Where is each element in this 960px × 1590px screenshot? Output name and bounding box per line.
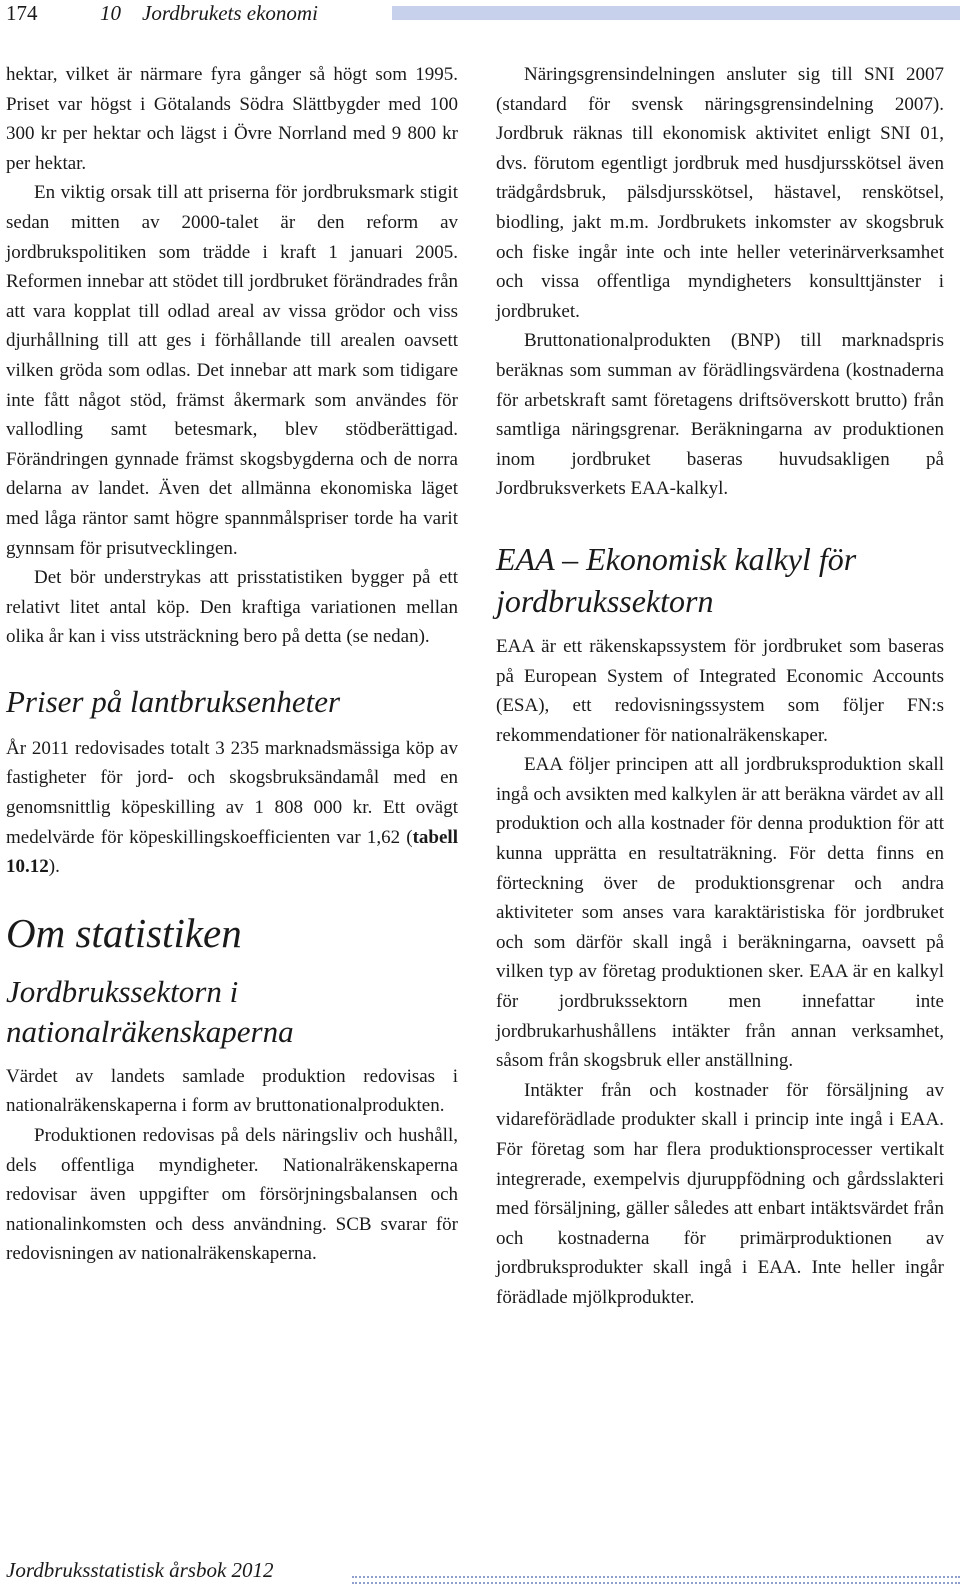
paragraph: EAA följer principen att all jordbruksproduktion skall ingå och avsikten med kalkylen är att beräkna värdet av all produktion och alla kostnader för denna produktion för att kunna upprätta en resultaträkning. För detta finns en förteckning över de produktionsgrenar och andra aktiviteter som anses vara karaktäristiska för jordbruket och som därför skall ingå i beräkningarna, oavsett på vilken typ av företag produktionen sker. EAA är en kalkyl för jordbrukssektorn men innefattar inte jordbrukarhushållens intäkter från annan verksamhet, såsom från skogsbruk eller anställning. — [496, 754, 944, 1072]
section-heading: Jordbrukssektorn i nationalräkenskaperna — [6, 973, 294, 1049]
header-rule — [392, 6, 960, 20]
left-column — [6, 60, 458, 1269]
paragraph: Bruttonationalprodukten (BNP) till marknadspris beräknas som summan av förädlingsvärdena (kostnaderna för arbetskraft samt företagens driftsöverskott brutto) från samtliga näringsgrenar. Beräkningarna av produktionen inom jordbruket baseras huvudsakligen på Jordbruksverkets EAA-kalkyl. — [496, 330, 944, 500]
footer-rule — [352, 1576, 960, 1584]
paragraph — [6, 734, 458, 882]
paragraph: hektar, vilket är närmare fyra gånger så högt som 1995. Priset var högst i Götalands Södra Slättbygder med 100 300 kr per hektar och lägst i Övre Norrland med 9 800 kr per hektar. — [6, 64, 458, 174]
chapter-heading: Om statistiken — [6, 909, 242, 956]
section-heading: EAA – Ekonomisk kalkyl för jordbrukssektorn — [496, 540, 857, 619]
paragraph: Värdet av landets samlade produktion redovisas i nationalräkenskaperna i form av bruttonationalprodukten. — [6, 1065, 458, 1117]
paragraph: Intäkter från och kostnader för försäljning av vidareförädlade produkter skall i princip inte ingå i EAA. För företag som har flera produktionsprocesser vertikalt integrerade, exempelvis djuruppfödning och gårdsslakteri med försäljning, gäller således att enbart intäktsvärdet från och kostnaderna för primärproduktionen av jordbruksprodukter skall ingå i EAA. Inte heller ingår förädlade mjölkprodukter. — [496, 1079, 944, 1308]
footer-title: Jordbruksstatistisk årsbok 2012 — [6, 1558, 274, 1582]
paragraph: Näringsgrensindelningen ansluter sig till SNI 2007 (standard för svensk näringsgrensindelning 2007). Jordbruk räknas till ekonomisk aktivitet enligt SNI 01, dvs. förutom egentligt jordbruk med husdjursskötsel även trädgårdsbruk, pälsdjursskötsel, hästavel, renskötsel, biodling, jakt m.m. Jordbrukets inkomster av skogsbruk och fiske ingår inte och inte heller veterinärverksamhet och vissa offentliga myndigheters konsulttjänster i jordbruket. — [496, 64, 944, 322]
paragraph: En viktig orsak till att priserna för jordbruksmark stigit sedan mitten av 2000-talet är den reform av jordbrukspolitiken som trädde i kraft 1 januari 2005. Reformen innebar att stödet till jordbruket förändrades från att vara kopplat till odlad areal av vissa grödor och viss djurhållning till att ges i förhållande till arealen oavsett vilken gröda som odlas. Det innebar att mark som tidigare inte fått något stöd, främst åkermark som användes för vallodling samt betesmark, blev stödberättigad. Förändringen gynnade främst skogsbygderna och de norra delarna av landet. Även det allmänna ekonomiska läget med låga räntor samt högre spannmålspriser torde ha varit gynnsam för prisutvecklingen. — [6, 182, 458, 559]
paragraph-text: ). — [48, 856, 60, 878]
running-head: 10 Jordbrukets ekonomi — [100, 1, 318, 25]
page-number: 174 — [6, 1, 38, 25]
paragraph: EAA är ett räkenskapssystem för jordbruket som baseras på European System of Integrated Economic Accounts (ESA), ett redovisningssystem som följer FN:s rekommendationer för nationalräkenskaper. — [496, 635, 944, 746]
paragraph: Det bör understrykas att prisstatistiken bygger på ett relativt litet antal köp. Den kraftiga variationen mellan olika år kan i viss utsträckning bero på detta (se nedan). — [6, 567, 458, 648]
section-heading: Priser på lantbruksenheter — [6, 683, 341, 719]
table-reference: tabell 10.12 — [6, 826, 458, 878]
page-header — [0, 0, 960, 26]
paragraph-text: År 2011 redovisades totalt 3 235 marknadsmässiga köp av fastigheter för jord- och skogsbruksändamål med en genomsnittlig köpeskilling av 1 808 000 kr. Ett ovägt medelvärde för köpeskillingskoefficienten var 1,62 ( — [6, 737, 458, 848]
paragraph: Produktionen redovisas på dels näringsliv och hushåll, dels offentliga myndigheter. Nationalräkenskaperna redovisar även uppgifter om försörjningsbalansen och nationalinkomsten och dess användning. SCB svarar för redovisningen av nationalräkenskaperna. — [6, 1125, 458, 1265]
right-column — [496, 60, 944, 1313]
